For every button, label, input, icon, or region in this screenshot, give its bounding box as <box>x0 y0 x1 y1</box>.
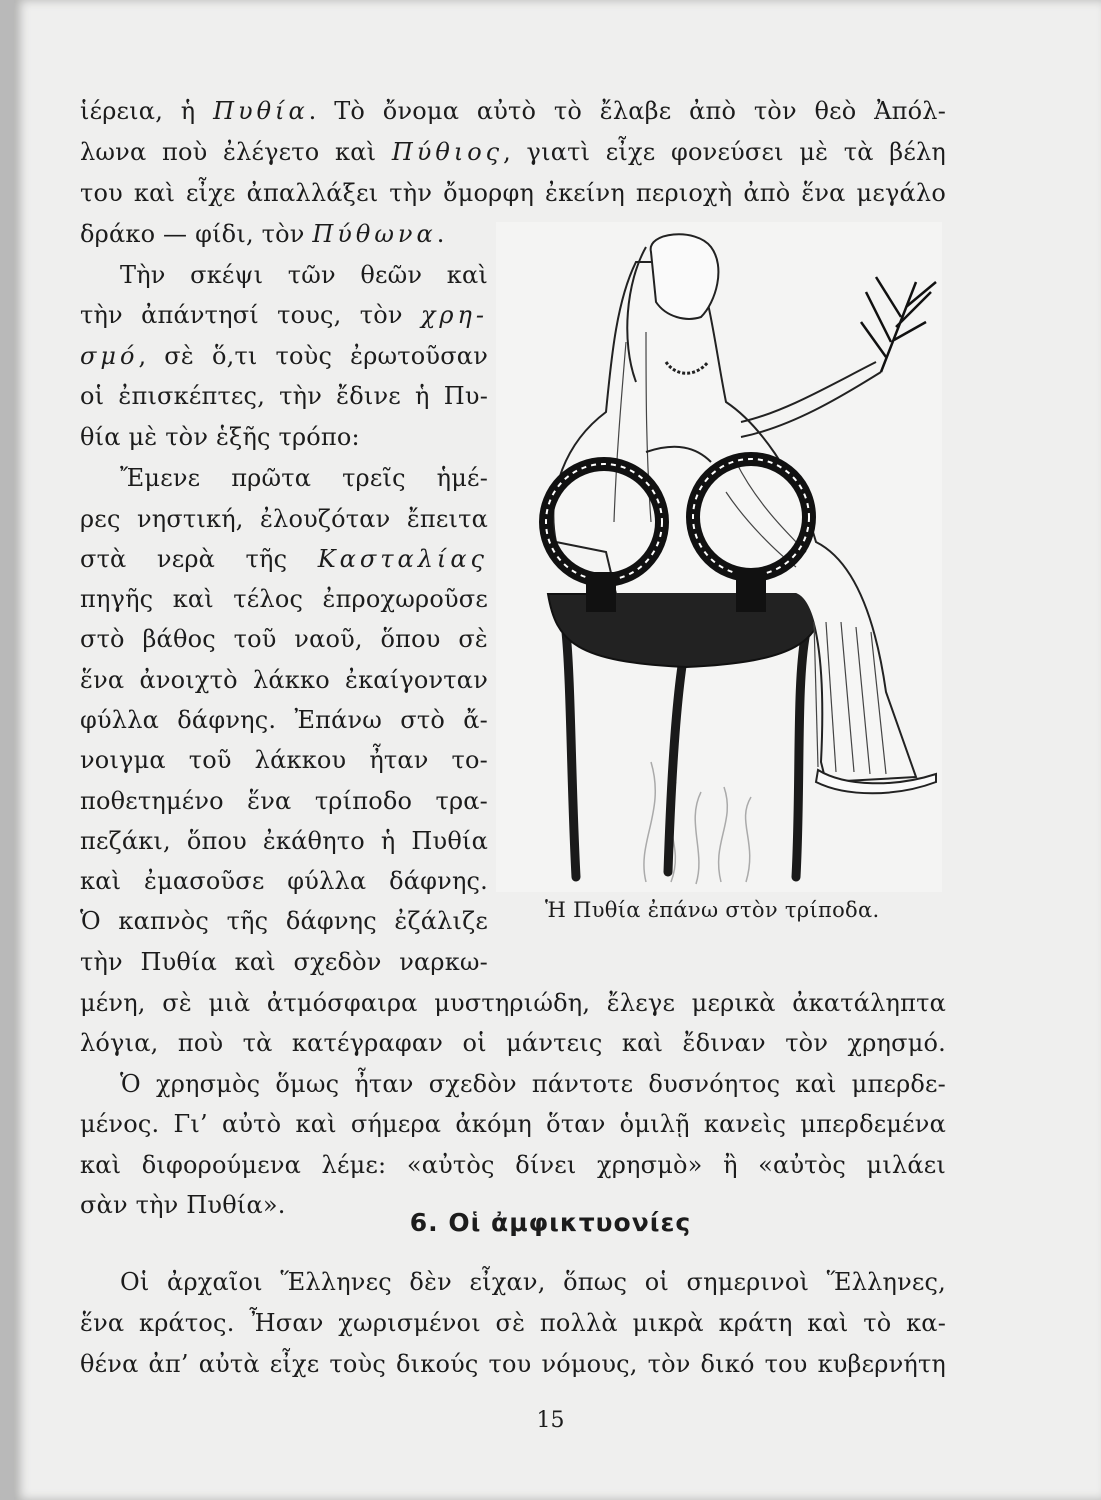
pythia-tripod-drawing <box>496 222 942 892</box>
text-line: ποθετημένο ἕνα τρίποδο τρα- <box>80 787 488 815</box>
text-line: καὶ ἐμασοῦσε φύλλα δάφνης. <box>80 867 488 895</box>
text-line: ρες νηστική, ἐλουζόταν ἔπειτα <box>80 505 488 533</box>
text-span: , γιατὶ εἶχε φονεύσει μὲ τὰ βέλη <box>503 138 946 166</box>
text-line <box>80 219 488 249</box>
emphasis-name: σμό <box>80 342 139 370</box>
text-line <box>80 341 488 371</box>
emphasis-name: Πύθιος <box>391 138 504 166</box>
text-line <box>80 300 488 330</box>
text-line: θία μὲ τὸν ἑξῆς τρόπο: <box>80 423 360 451</box>
text-span: . <box>436 220 445 248</box>
text-span: δράκο — φίδι, τὸν <box>80 220 313 248</box>
text-line <box>80 544 488 574</box>
text-line: Ὁ καπνὸς τῆς δάφνης ἐζάλιζε <box>80 907 488 935</box>
text-line: πηγῆς καὶ τέλος ἐπροχωροῦσε <box>80 585 488 613</box>
text-line: θένα ἀπ’ αὐτὰ εἶχε τοὺς δικούς του νόμους, τὸν δικό του κυβερνήτη <box>80 1350 946 1378</box>
text-line: Οἱ ἀρχαῖοι Ἕλληνες δὲν εἶχαν, ὅπως οἱ σημερινοὶ Ἕλληνες, <box>120 1268 946 1296</box>
text-line: φύλλα δάφνης. Ἐπάνω στὸ ἄ- <box>80 706 488 734</box>
head <box>651 234 719 319</box>
tripod-legs <box>566 632 806 877</box>
emphasis-name: Πυθία <box>213 97 309 125</box>
text-line: του καὶ εἶχε ἀπαλλάξει τὴν ὄμορφη ἐκείνη περιοχὴ ἀπὸ ἕνα μεγάλο <box>80 179 946 207</box>
text-line: λόγια, ποὺ τὰ κατέγραφαν οἱ μάντεις καὶ ἔδιναν τὸν χρησμό. <box>80 1029 946 1057</box>
pythia-illustration <box>496 222 942 892</box>
robe <box>553 262 916 782</box>
section-heading: 6. Οἱ ἀμφικτυονίες <box>409 1208 692 1237</box>
text-line: ἕνα ἀνοιχτὸ λάκκο ἐκαίγονταν <box>80 666 488 694</box>
text-line: Τὴν σκέψι τῶν θεῶν καὶ <box>120 261 488 289</box>
text-line <box>80 96 946 126</box>
text-line: μένη, σὲ μιὰ ἀτμόσφαιρα μυστηριώδη, ἔλεγε μερικὰ ἀκατάληπτα <box>80 989 946 1017</box>
text-line: σὰν τὴν Πυθία». <box>80 1191 286 1219</box>
figure-caption: Ἡ Πυθία ἐπάνω στὸν τρίποδα. <box>545 898 880 922</box>
text-span: τὴν ἀπάντησί τους, τὸν <box>80 301 421 329</box>
emphasis-name: χρη- <box>420 301 488 329</box>
text-line: πεζάκι, ὅπου ἐκάθητο ἡ Πυθία <box>80 827 488 855</box>
text-span: λωνα ποὺ ἐλέγετο καὶ <box>80 138 392 166</box>
text-line: Ὁ χρησμὸς ὅμως ἦταν σχεδὸν πάντοτε δυσνόητος καὶ μπερδε- <box>120 1070 946 1098</box>
text-line: μένος. Γι’ αὐτὸ καὶ σήμερα ἀκόμη ὅταν ὁμιλῇ κανεὶς μπερδεμένα <box>80 1110 946 1138</box>
text-line: νοιγμα τοῦ λάκκου ἦταν το- <box>80 746 488 774</box>
text-line: τὴν Πυθία καὶ σχεδὸν ναρκω- <box>80 948 488 976</box>
text-span: στὰ νερὰ τῆς <box>80 545 318 573</box>
text-line: στὸ βάθος τοῦ ναοῦ, ὅπου σὲ <box>80 625 488 653</box>
text-line: οἱ ἐπισκέπτες, τὴν ἔδινε ἡ Πυ- <box>80 382 488 410</box>
text-line <box>80 137 946 167</box>
text-line: Ἔμενε πρῶτα τρεῖς ἡμέ- <box>120 464 488 492</box>
text-span: , σὲ ὅ,τι τοὺς ἐρωτοῦσαν <box>138 342 488 370</box>
emphasis-name: Κασταλίας <box>317 545 488 573</box>
text-line: ἕνα κράτος. Ἦσαν χωρισμένοι σὲ πολλὰ μικρὰ κράτη καὶ τὸ κα- <box>80 1309 946 1337</box>
text-line: καὶ διφορούμενα λέμε: «αὐτὸς δίνει χρησμὸ» ἢ «αὐτὸς μιλάει <box>80 1151 946 1179</box>
laurel-branch-icon <box>861 277 936 372</box>
emphasis-name: Πύθωνα <box>312 220 437 248</box>
smoke-lines <box>644 762 751 884</box>
page-number: 15 <box>536 1408 565 1433</box>
text-span: . Τὸ ὄνομα αὐτὸ τὸ ἔλαβε ἀπὸ τὸν θεὸ Ἀπόλ- <box>308 97 946 125</box>
text-span: ἱέρεια, ἡ <box>80 97 214 125</box>
